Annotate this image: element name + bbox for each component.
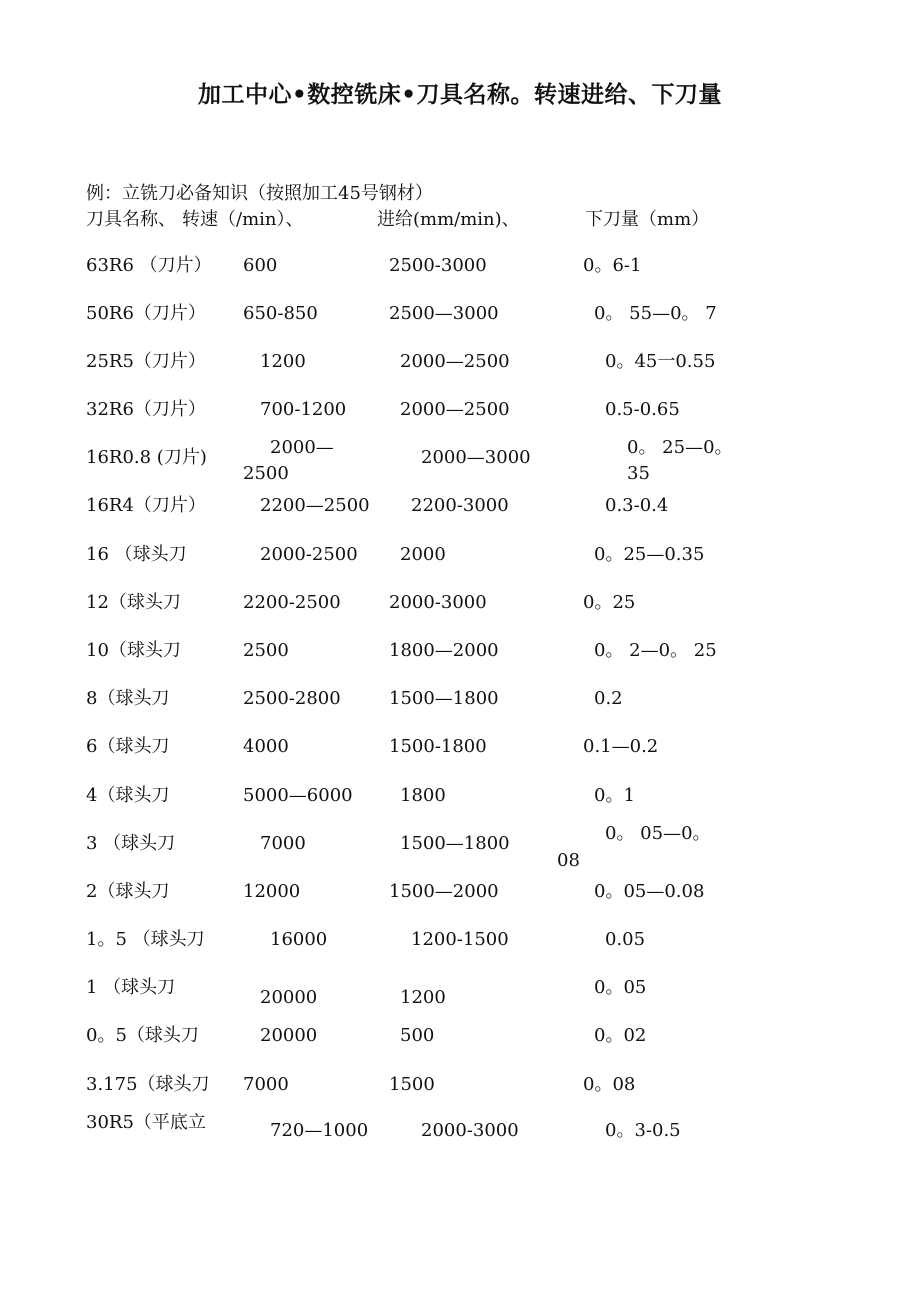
row-13-name: 2（球头刀 [86, 881, 170, 902]
row-9-speed: 2500-2800 [243, 688, 341, 709]
row-8-speed: 2500 [243, 640, 289, 661]
row-14-name: 1。5 （球头刀 [86, 929, 205, 950]
row-3-feed: 2000—2500 [400, 399, 510, 420]
row-17-depth: 0。08 [583, 1074, 636, 1095]
row-15-feed: 1200 [400, 987, 446, 1008]
row-15-name: 1 （球头刀 [86, 977, 176, 998]
row-14-feed: 1200-1500 [411, 929, 509, 950]
row-9-depth: 0.2 [594, 688, 623, 709]
row-2-depth: 0。45一0.55 [605, 351, 716, 372]
row-15-speed: 20000 [260, 987, 318, 1008]
row-10-feed: 1500-1800 [389, 736, 487, 757]
row-14-speed: 16000 [270, 929, 328, 950]
row-18-feed: 2000-3000 [421, 1120, 519, 1141]
row-9-feed: 1500—1800 [389, 688, 499, 709]
row-6-name: 16 （球头刀 [86, 544, 187, 565]
row-16-depth: 0。02 [594, 1025, 647, 1046]
intro-line: 例：立铣刀必备知识（按照加工45号钢材） [86, 183, 433, 204]
row-4-name: 16R0.8 (刀片) [86, 447, 207, 468]
row-1-feed: 2500—3000 [389, 303, 499, 324]
row-0-feed: 2500-3000 [389, 255, 487, 276]
row-7-depth: 0。25 [583, 592, 636, 613]
row-11-name: 4（球头刀 [86, 785, 170, 806]
row-0-depth: 0。6-1 [583, 255, 642, 276]
row-5-speed: 2200—2500 [260, 495, 370, 516]
row-7-speed: 2200-2500 [243, 592, 341, 613]
row-4-depth-bottom: 35 [627, 464, 650, 481]
row-6-depth: 0。25—0.35 [594, 544, 705, 565]
row-6-speed: 2000-2500 [260, 544, 358, 565]
page-title: 加工中心•数控铣床•刀具名称。转速进给、下刀量 [198, 82, 722, 108]
header-speed: 转速（/min）、 [182, 209, 304, 230]
row-18-speed: 720—1000 [270, 1120, 369, 1141]
row-14-depth: 0.05 [605, 929, 646, 950]
row-15-depth: 0。05 [594, 977, 647, 998]
row-10-name: 6（球头刀 [86, 736, 170, 757]
row-8-depth: 0。 2—0。 25 [594, 640, 717, 661]
row-2-feed: 2000—2500 [400, 351, 510, 372]
row-16-speed: 20000 [260, 1025, 318, 1046]
row-12-name: 3 （球头刀 [86, 833, 176, 854]
row-0-name: 63R6 （刀片） [86, 255, 212, 276]
row-17-name: 3.175（球头刀 [86, 1074, 210, 1095]
row-11-depth: 0。1 [594, 785, 635, 806]
row-12-depth-bottom: 08 [557, 851, 580, 868]
row-8-name: 10（球头刀 [86, 640, 181, 661]
row-4-speed-bottom: 2500 [243, 464, 289, 481]
row-1-name: 50R6（刀片） [86, 303, 206, 324]
row-0-speed: 600 [243, 255, 278, 276]
header-name: 刀具名称、 [86, 209, 176, 230]
row-7-name: 12（球头刀 [86, 592, 181, 613]
row-6-feed: 2000 [400, 544, 446, 565]
header-feed: 进给(mm/min)、 [377, 209, 520, 230]
row-13-speed: 12000 [243, 881, 301, 902]
row-11-speed: 5000—6000 [243, 785, 353, 806]
row-12-depth-top: 0。 05—0。 [605, 823, 711, 844]
row-12-feed: 1500—1800 [400, 833, 510, 854]
row-13-depth: 0。05—0.08 [594, 881, 705, 902]
row-12-speed: 7000 [260, 833, 306, 854]
row-17-speed: 7000 [243, 1074, 289, 1095]
row-7-feed: 2000-3000 [389, 592, 487, 613]
row-4-feed: 2000—3000 [421, 447, 531, 468]
row-17-feed: 1500 [389, 1074, 435, 1095]
row-5-feed: 2200-3000 [411, 495, 509, 516]
row-10-speed: 4000 [243, 736, 289, 757]
row-16-feed: 500 [400, 1025, 435, 1046]
row-9-name: 8（球头刀 [86, 688, 170, 709]
row-8-feed: 1800—2000 [389, 640, 499, 661]
row-18-depth: 0。3-0.5 [605, 1120, 681, 1141]
row-1-speed: 650-850 [243, 303, 318, 324]
row-5-name: 16R4（刀片） [86, 495, 206, 516]
row-3-depth: 0.5-0.65 [605, 399, 680, 420]
row-13-feed: 1500—2000 [389, 881, 499, 902]
row-10-depth: 0.1—0.2 [583, 736, 659, 757]
row-2-name: 25R5（刀片） [86, 351, 206, 372]
row-5-depth: 0.3-0.4 [605, 495, 669, 516]
row-3-name: 32R6（刀片） [86, 399, 206, 420]
row-2-speed: 1200 [260, 351, 306, 372]
row-18-name: 30R5（平底立 [86, 1113, 206, 1133]
header-depth: 下刀量（mm） [585, 209, 710, 230]
row-1-depth: 0。 55—0。 7 [594, 303, 717, 324]
row-16-name: 0。5（球头刀 [86, 1025, 199, 1046]
row-4-speed-top: 2000— [270, 437, 334, 458]
row-11-feed: 1800 [400, 785, 446, 806]
row-4-depth-top: 0。 25—0。 [627, 437, 733, 458]
row-3-speed: 700-1200 [260, 399, 347, 420]
